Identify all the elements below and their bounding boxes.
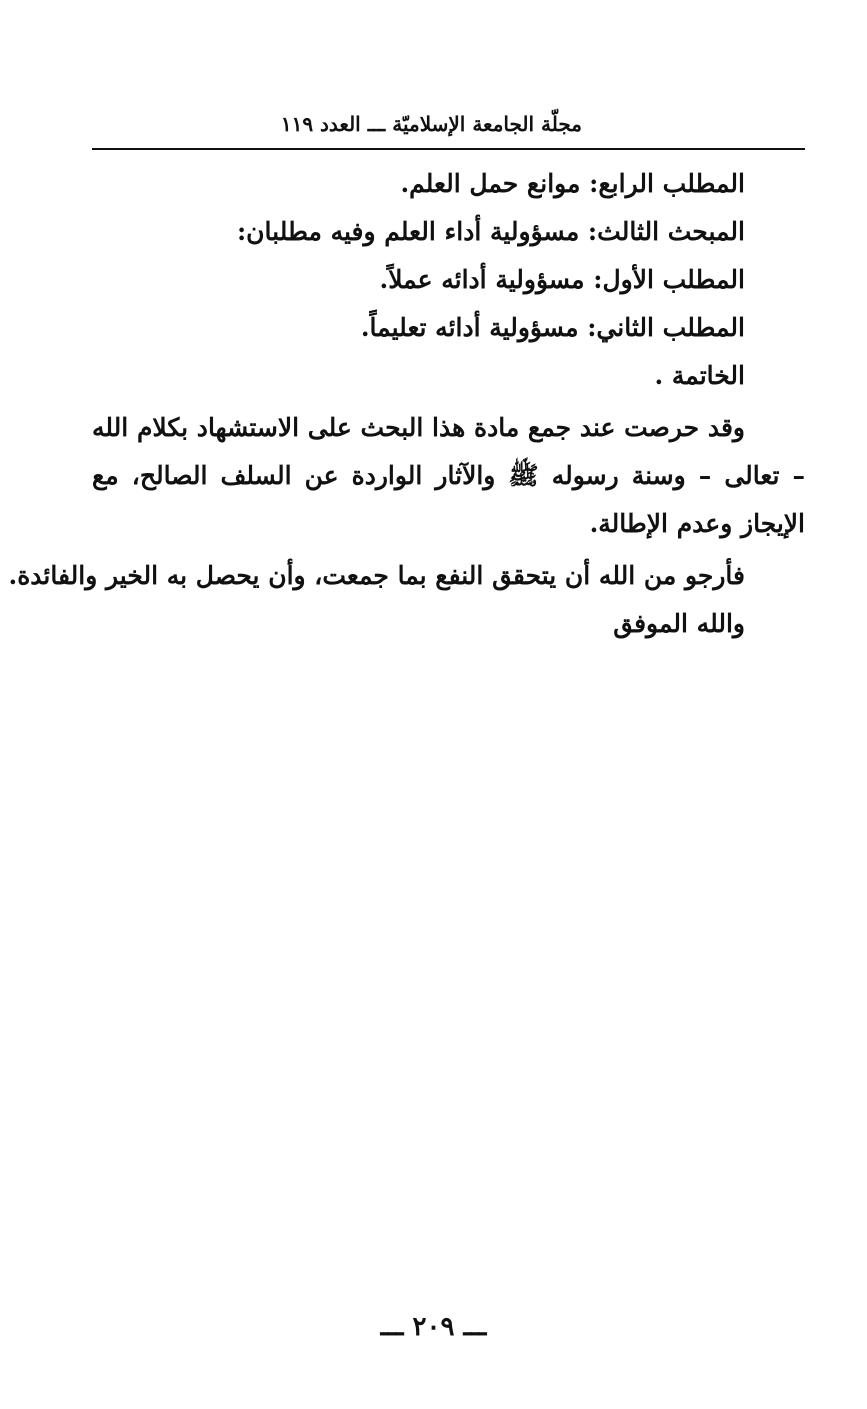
toc-line-2: المبحث الثالث: مسؤولية أداء العلم وفيه مطلبان: <box>236 217 745 246</box>
toc-line-5: الخاتمة . <box>654 361 745 390</box>
body-paragraph: وقد حرصت عند جمع مادة هذا البحث على الاستشهاد بكلام الله – تعالى – وسنة رسوله ﷺ والآثار الواردة عن السلف الصالح، مع الإيجاز وعدم الإطالة. <box>92 413 805 538</box>
toc-line-1: المطلب الرابع: موانع حمل العلم. <box>400 169 745 198</box>
closing-signoff: والله الموفق <box>613 609 745 638</box>
closing-sentence: فأرجو من الله أن يتحقق النفع بما جمعت، وأن يحصل به الخير والفائدة. <box>8 561 745 590</box>
toc-line-3: المطلب الأول: مسؤولية أدائه عملاً. <box>379 265 745 294</box>
body-text <box>8 160 805 648</box>
toc-line-4: المطلب الثاني: مسؤولية أدائه تعليماً. <box>360 313 745 342</box>
page-number: ـــ ٢٠٩ ـــ <box>380 1312 487 1342</box>
header-rule <box>92 148 805 150</box>
running-head: مجلّة الجامعة الإسلاميّة ـــ العدد ١١٩ <box>280 112 582 136</box>
